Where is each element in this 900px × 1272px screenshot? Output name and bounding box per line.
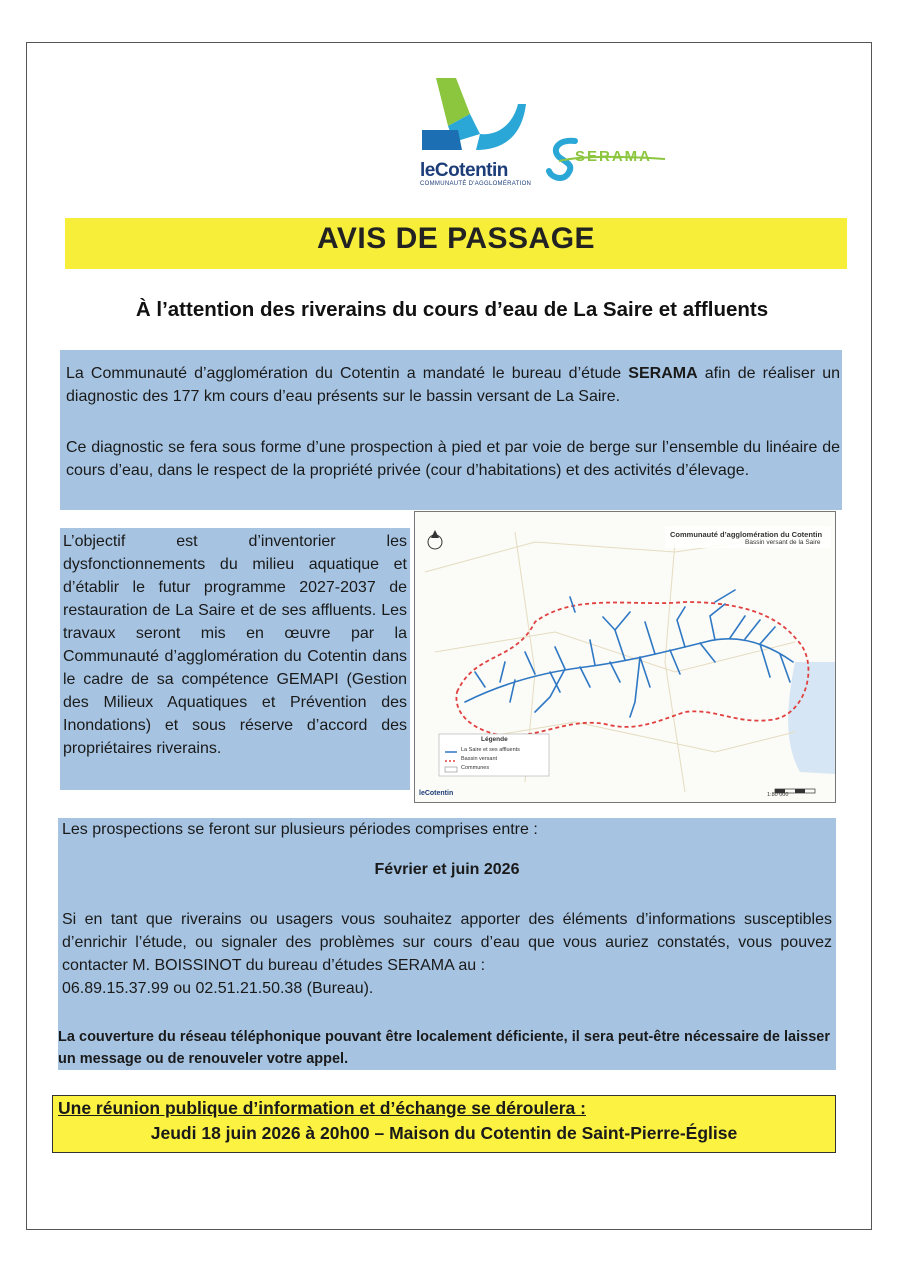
- basin-map: [414, 511, 836, 803]
- diagnostic-paragraph: Ce diagnostic se fera sous forme d’une prospection à pied et par voie de berge sur l’ensemble du linéaire de cours d’eau, dans le respect de la propriété privée (cour d’habitations) et des activités d’élevage.: [66, 439, 840, 479]
- intro-serama: SERAMA: [628, 365, 698, 382]
- map-title: Communauté d’agglomération du Cotentin: [670, 530, 823, 539]
- period-intro: Les prospections se feront sur plusieurs périodes comprises entre :: [62, 821, 538, 838]
- page-title: AVIS DE PASSAGE: [316, 222, 596, 255]
- page-subtitle: À l’attention des riverains du cours d’eau de La Saire et affluents: [135, 298, 769, 321]
- intro-text-start: La Communauté d’agglomération du Cotentin a mandaté le bureau d’étude: [66, 365, 629, 382]
- serama-logo: [545, 135, 675, 188]
- map-footer-logo: leCotentin: [419, 790, 454, 797]
- legend-basin: Bassin versant: [461, 756, 498, 762]
- period-dates: Février et juin 2026: [374, 861, 520, 878]
- lecotentin-name: leCotentin: [420, 160, 508, 181]
- meeting-details: Jeudi 18 juin 2026 à 20h00 – Maison du Cotentin de Saint-Pierre-Église: [150, 1123, 738, 1143]
- lecotentin-subtitle: COMMUNAUTÉ D'AGGLOMÉRATION: [420, 181, 532, 187]
- meeting-announcement: Une réunion publique d’information et d’échange se déroulera :: [58, 1098, 586, 1118]
- contact-phones: 06.89.15.37.99 ou 02.51.21.50.38 (Bureau).: [62, 980, 374, 997]
- intro-text-end: afin de réaliser un diagnostic des 177 km cours d’eau présents sur le bassin versant de La Saire.: [66, 365, 841, 405]
- legend-rivers: La Saire et ses affluents: [461, 747, 520, 753]
- network-warning: La couverture du réseau téléphonique pouvant être localement déficiente, il sera peut-être nécessaire de laisser un message ou de renouveler votre appel.: [58, 1029, 830, 1067]
- map-legend-title: Légende: [481, 736, 508, 743]
- map-scale: 1:80 000: [767, 792, 789, 798]
- objective-paragraph: L’objectif est d’inventorier les dysfonctionnements du milieu aquatique et d’établir le futur programme 2027-2037 de restauration de La Saire et de ses affluents. Les travaux seront mis en œuvre par la Communauté d’agglomération du Cotentin dans le cadre de sa compétence GEMAPI (Gestion des Milieux Aquatiques et Prévention des Inondations) et sous réserve d’accord des propriétaires riverains.: [63, 533, 407, 757]
- map-subtitle: Bassin versant de la Saire: [745, 539, 821, 546]
- serama-name: SERAMA: [575, 148, 653, 165]
- contact-paragraph: Si en tant que riverains ou usagers vous souhaitez apporter des éléments d’informations susceptibles d’enrichir l’étude, ou signaler des problèmes sur cours d’eau que vous auriez constatés, vous pouvez contacter M. BOISSINOT du bureau d’études SERAMA au :: [62, 911, 832, 974]
- legend-communes: Communes: [461, 765, 490, 771]
- lecotentin-logo-icon: [418, 74, 528, 154]
- intro-paragraph: [66, 362, 840, 408]
